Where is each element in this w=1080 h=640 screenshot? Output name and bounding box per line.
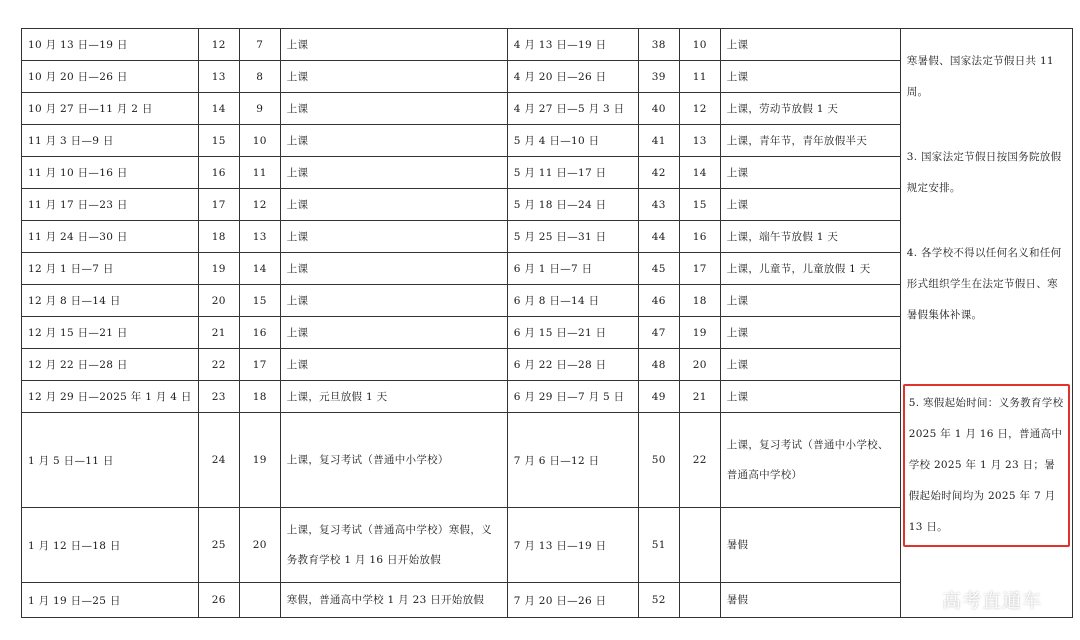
week-start-cell: 6 月 15 日—21 日 xyxy=(507,317,638,349)
week-number-cell: 49 xyxy=(638,381,679,413)
teaching-week-cell: 12 xyxy=(239,189,280,221)
week-number-cell: 41 xyxy=(638,125,679,157)
week-number-cell: 44 xyxy=(638,221,679,253)
week-number-cell: 40 xyxy=(638,93,679,125)
activity-cell: 上课，儿童节，儿童放假 1 天 xyxy=(720,253,900,285)
week-start-cell: 6 月 8 日—14 日 xyxy=(507,285,638,317)
week-start-cell: 7 月 20 日—26 日 xyxy=(507,583,638,618)
teaching-week-cell: 19 xyxy=(239,413,280,508)
week-number-cell: 15 xyxy=(198,125,239,157)
watermark-text: 高考直通车 xyxy=(942,590,1043,612)
teaching-week-cell: 22 xyxy=(679,413,720,508)
teaching-week-cell: 10 xyxy=(679,29,720,61)
teaching-week-cell: 19 xyxy=(679,317,720,349)
teaching-week-cell: 8 xyxy=(239,61,280,93)
activity-cell: 上课 xyxy=(280,285,507,317)
activity-cell: 上课，劳动节放假 1 天 xyxy=(720,93,900,125)
notes-cell xyxy=(900,349,1072,583)
week-start-cell: 10 月 20 日—26 日 xyxy=(22,61,199,93)
teaching-week-cell: 16 xyxy=(239,317,280,349)
table-row xyxy=(22,125,1073,157)
week-start-cell: 4 月 13 日—19 日 xyxy=(507,29,638,61)
notes-cell xyxy=(900,29,1072,125)
week-number-cell: 43 xyxy=(638,189,679,221)
teaching-week-cell xyxy=(679,583,720,618)
activity-cell: 上课 xyxy=(280,253,507,285)
note-text: 寒暑假、国家法定节假日共 11 周。 xyxy=(906,54,1054,98)
activity-cell: 上课 xyxy=(280,189,507,221)
week-start-cell: 12 月 29 日—2025 年 1 月 4 日 xyxy=(22,381,199,413)
week-start-cell: 6 月 22 日—28 日 xyxy=(507,349,638,381)
teaching-week-cell: 17 xyxy=(239,349,280,381)
activity-cell: 上课 xyxy=(720,189,900,221)
activity-cell: 上课 xyxy=(280,221,507,253)
week-start-cell: 12 月 22 日—28 日 xyxy=(22,349,199,381)
week-start-cell: 11 月 3 日—9 日 xyxy=(22,125,199,157)
week-number-cell: 14 xyxy=(198,93,239,125)
teaching-week-cell xyxy=(239,583,280,618)
activity-cell: 上课 xyxy=(720,381,900,413)
table-row xyxy=(22,29,1073,61)
teaching-week-cell: 15 xyxy=(239,285,280,317)
activity-cell: 上课，复习考试（普通中小学校） xyxy=(280,413,507,508)
week-start-cell: 1 月 5 日—11 日 xyxy=(22,413,199,508)
week-start-cell: 1 月 19 日—25 日 xyxy=(22,583,199,618)
week-number-cell: 38 xyxy=(638,29,679,61)
activity-cell: 寒假，普通高中学校 1 月 23 日开始放假 xyxy=(280,583,507,618)
week-number-cell: 19 xyxy=(198,253,239,285)
week-start-cell: 10 月 27 日—11 月 2 日 xyxy=(22,93,199,125)
table-row xyxy=(22,349,1073,381)
week-start-cell: 11 月 24 日—30 日 xyxy=(22,221,199,253)
activity-cell: 上课 xyxy=(280,29,507,61)
notes-cell xyxy=(900,125,1072,221)
week-start-cell: 4 月 20 日—26 日 xyxy=(507,61,638,93)
activity-cell: 暑假 xyxy=(720,508,900,583)
activity-cell: 上课 xyxy=(720,157,900,189)
week-start-cell: 1 月 12 日—18 日 xyxy=(22,508,199,583)
week-number-cell: 24 xyxy=(198,413,239,508)
activity-cell: 上课 xyxy=(280,157,507,189)
teaching-week-cell: 14 xyxy=(239,253,280,285)
week-number-cell: 45 xyxy=(638,253,679,285)
activity-cell: 上课，元旦放假 1 天 xyxy=(280,381,507,413)
week-start-cell: 12 月 15 日—21 日 xyxy=(22,317,199,349)
activity-cell: 上课 xyxy=(280,349,507,381)
teaching-week-cell: 13 xyxy=(239,221,280,253)
activity-cell: 上课 xyxy=(280,93,507,125)
activity-cell: 上课 xyxy=(280,125,507,157)
teaching-week-cell: 7 xyxy=(239,29,280,61)
week-number-cell: 22 xyxy=(198,349,239,381)
activity-cell: 上课 xyxy=(280,61,507,93)
notes-cell xyxy=(900,221,1072,349)
teaching-week-cell: 16 xyxy=(679,221,720,253)
activity-cell: 上课 xyxy=(720,317,900,349)
teaching-week-cell: 18 xyxy=(239,381,280,413)
note-text: 4. 各学校不得以任何名义和任何形式组织学生在法定节假日、寒暑假集体补课。 xyxy=(906,247,1062,321)
teaching-week-cell xyxy=(679,508,720,583)
activity-cell: 上课，复习考试（普通中小学校、普通高中学校） xyxy=(720,413,900,508)
activity-cell: 暑假 xyxy=(720,583,900,618)
teaching-week-cell: 13 xyxy=(679,125,720,157)
week-number-cell: 20 xyxy=(198,285,239,317)
week-start-cell: 6 月 1 日—7 日 xyxy=(507,253,638,285)
week-start-cell: 12 月 1 日—7 日 xyxy=(22,253,199,285)
teaching-week-cell: 21 xyxy=(679,381,720,413)
week-start-cell: 5 月 25 日—31 日 xyxy=(507,221,638,253)
week-start-cell: 6 月 29 日—7 月 5 日 xyxy=(507,381,638,413)
week-number-cell: 47 xyxy=(638,317,679,349)
week-number-cell: 26 xyxy=(198,583,239,618)
teaching-week-cell: 20 xyxy=(239,508,280,583)
week-start-cell: 7 月 13 日—19 日 xyxy=(507,508,638,583)
week-number-cell: 52 xyxy=(638,583,679,618)
week-start-cell: 10 月 13 日—19 日 xyxy=(22,29,199,61)
week-number-cell: 12 xyxy=(198,29,239,61)
teaching-week-cell: 15 xyxy=(679,189,720,221)
week-number-cell: 51 xyxy=(638,508,679,583)
week-number-cell: 17 xyxy=(198,189,239,221)
week-start-cell: 11 月 17 日—23 日 xyxy=(22,189,199,221)
week-number-cell: 39 xyxy=(638,61,679,93)
week-number-cell: 18 xyxy=(198,221,239,253)
activity-cell: 上课，青年节，青年放假半天 xyxy=(720,125,900,157)
highlighted-note: 5. 寒假起始时间：义务教育学校 2025 年 1 月 16 日，普通高中学校 2025 年 1 月 23 日；暑假起始时间均为 2025 年 7 月 13 日。 xyxy=(903,384,1070,547)
week-number-cell: 46 xyxy=(638,285,679,317)
week-number-cell: 21 xyxy=(198,317,239,349)
note-text: 3. 国家法定节假日按国务院放假规定安排。 xyxy=(906,150,1062,194)
table-row xyxy=(22,583,1073,618)
teaching-week-cell: 11 xyxy=(239,157,280,189)
activity-cell: 上课，复习考试（普通高中学校）寒假，义务教育学校 1 月 16 日开始放假 xyxy=(280,508,507,583)
teaching-week-cell: 11 xyxy=(679,61,720,93)
week-start-cell: 7 月 6 日—12 日 xyxy=(507,413,638,508)
activity-cell: 上课 xyxy=(720,285,900,317)
activity-cell: 上课 xyxy=(280,317,507,349)
week-number-cell: 42 xyxy=(638,157,679,189)
activity-cell: 上课 xyxy=(720,61,900,93)
week-number-cell: 16 xyxy=(198,157,239,189)
week-start-cell: 11 月 10 日—16 日 xyxy=(22,157,199,189)
activity-cell: 上课 xyxy=(720,349,900,381)
week-start-cell: 5 月 4 日—10 日 xyxy=(507,125,638,157)
week-number-cell: 23 xyxy=(198,381,239,413)
week-number-cell: 13 xyxy=(198,61,239,93)
week-start-cell: 5 月 18 日—24 日 xyxy=(507,189,638,221)
week-start-cell: 5 月 11 日—17 日 xyxy=(507,157,638,189)
week-number-cell: 50 xyxy=(638,413,679,508)
activity-cell: 上课 xyxy=(720,29,900,61)
school-calendar-table xyxy=(21,28,1073,618)
teaching-week-cell: 9 xyxy=(239,93,280,125)
teaching-week-cell: 14 xyxy=(679,157,720,189)
teaching-week-cell: 10 xyxy=(239,125,280,157)
activity-cell: 上课，端午节放假 1 天 xyxy=(720,221,900,253)
teaching-week-cell: 12 xyxy=(679,93,720,125)
week-start-cell: 12 月 8 日—14 日 xyxy=(22,285,199,317)
table-row xyxy=(22,221,1073,253)
teaching-week-cell: 18 xyxy=(679,285,720,317)
week-start-cell: 4 月 27 日—5 月 3 日 xyxy=(507,93,638,125)
teaching-week-cell: 17 xyxy=(679,253,720,285)
teaching-week-cell: 20 xyxy=(679,349,720,381)
week-number-cell: 25 xyxy=(198,508,239,583)
week-number-cell: 48 xyxy=(638,349,679,381)
